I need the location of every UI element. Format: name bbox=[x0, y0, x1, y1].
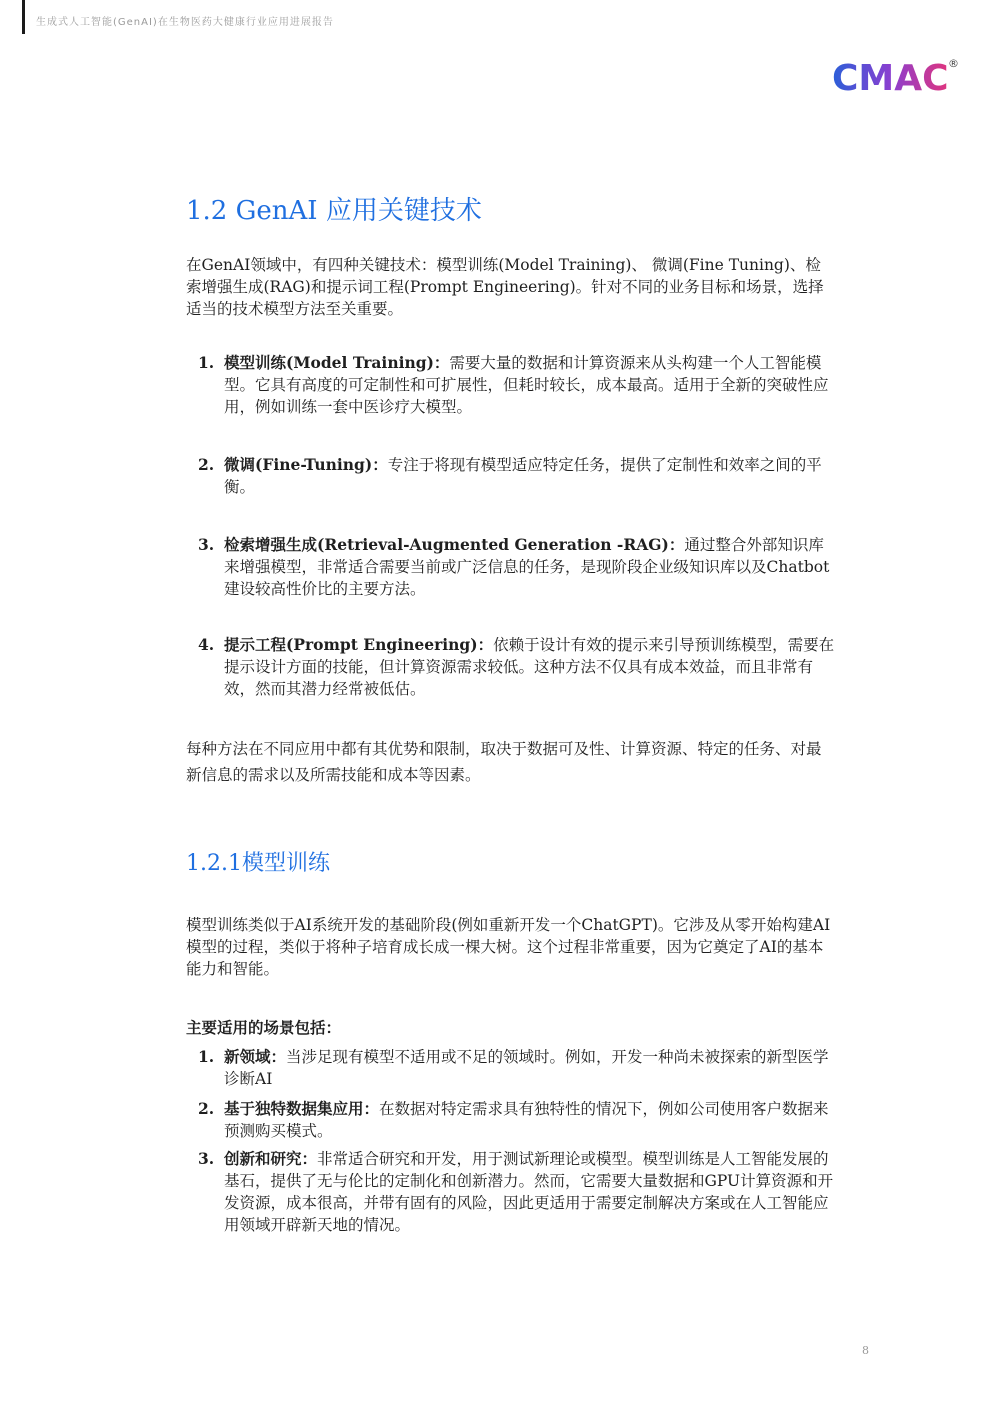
section-summary: 每种方法在不同应用中都有其优势和限制，取决于数据可及性、计算资源、特定的任务、对最新信息的需求以及所需技能和成本等因素。 bbox=[186, 740, 822, 784]
registered-mark: ® bbox=[948, 57, 959, 70]
list-number: 3. bbox=[198, 1149, 215, 1168]
list-item bbox=[198, 534, 838, 600]
scenario-term: 基于独特数据集应用： bbox=[224, 1099, 380, 1118]
section-title: 1.2 GenAI 应用关键技术 bbox=[186, 196, 482, 226]
list-number: 2. bbox=[198, 1099, 215, 1118]
scenario-term: 创新和研究： bbox=[224, 1149, 318, 1168]
scenario-term: 新领域： bbox=[224, 1047, 287, 1066]
scenario-description: 在数据对特定需求具有独特性的情况下，例如公司使用客户数据来预测购买模式。 bbox=[224, 1100, 829, 1140]
technique-description: 专注于将现有模型适应特定任务，提供了定制性和效率之间的平衡。 bbox=[224, 456, 822, 496]
header-accent-bar bbox=[22, 0, 25, 34]
logo-wordmark: CMAC bbox=[832, 58, 949, 98]
list-number: 3. bbox=[198, 535, 215, 554]
list-number: 4. bbox=[198, 635, 215, 654]
list-number: 1. bbox=[198, 1047, 215, 1066]
list-number: 1. bbox=[198, 353, 215, 372]
technique-description: 需要大量的数据和计算资源来从头构建一个人工智能模型。它具有高度的可定制性和可扩展性，但耗时较长，成本最高。适用于全新的突破性应用，例如训练一套中医诊疗大模型。 bbox=[224, 354, 829, 416]
technique-term: 提示工程(Prompt Engineering)： bbox=[224, 635, 494, 654]
technique-description: 依赖于设计有效的提示来引导预训练模型，需要在提示设计方面的技能，但计算资源需求较低。这种方法不仅具有成本效益，而且非常有效，然而其潜力经常被低估。 bbox=[224, 636, 835, 698]
subsection-intro: 模型训练类似于AI系统开发的基础阶段(例如重新开发一个ChatGPT)。它涉及从零开始构建AI模型的过程，类似于将种子培育成长成一棵大树。这个过程非常重要，因为它奠定了AI的基本能力和智能。 bbox=[186, 916, 831, 978]
running-title: 生成式人工智能(GenAI)在生物医药大健康行业应用进展报告 bbox=[36, 17, 334, 28]
list-item bbox=[198, 1098, 838, 1142]
scenarios-heading: 主要适用的场景包括： bbox=[186, 1018, 342, 1037]
list-item bbox=[198, 352, 838, 418]
technique-term: 微调(Fine-Tuning)： bbox=[224, 455, 388, 474]
subsection-title: 1.2.1模型训练 bbox=[186, 851, 330, 876]
list-item bbox=[198, 454, 838, 498]
list-item bbox=[198, 1046, 838, 1090]
page-number: 8 bbox=[862, 1344, 869, 1357]
cmac-logo bbox=[832, 54, 962, 98]
scenario-description: 当涉足现有模型不适用或不足的领域时。例如，开发一种尚未被探索的新型医学诊断AI bbox=[224, 1048, 829, 1088]
list-item bbox=[198, 634, 838, 700]
list-item bbox=[198, 1148, 838, 1236]
scenario-description: 非常适合研究和开发，用于测试新理论或模型。模型训练是人工智能发展的基石，提供了无与伦比的定制化和创新潜力。然而，它需要大量数据和GPU计算资源和开发资源，成本很高，并带有固有的风险，因此更适用于需要定制解决方案或在人工智能应用领域开辟新天地的情况。 bbox=[224, 1150, 834, 1234]
list-number: 2. bbox=[198, 455, 215, 474]
section-intro: 在GenAI领域中，有四种关键技术：模型训练(Model Training)、 微调(Fine Tuning)、检索增强生成(RAG)和提示词工程(Prompt Engineering)。针对不同的业务目标和场景，选择适当的技术模型方法至关重要。 bbox=[186, 256, 824, 318]
technique-description: 通过整合外部知识库来增强模型，非常适合需要当前或广泛信息的任务，是现阶段企业级知识库以及Chatbot建设较高性价比的主要方法。 bbox=[224, 536, 830, 598]
technique-term: 模型训练(Model Training)： bbox=[224, 353, 450, 372]
technique-term: 检索增强生成(Retrieval-Augmented Generation -RAG)： bbox=[224, 535, 685, 554]
